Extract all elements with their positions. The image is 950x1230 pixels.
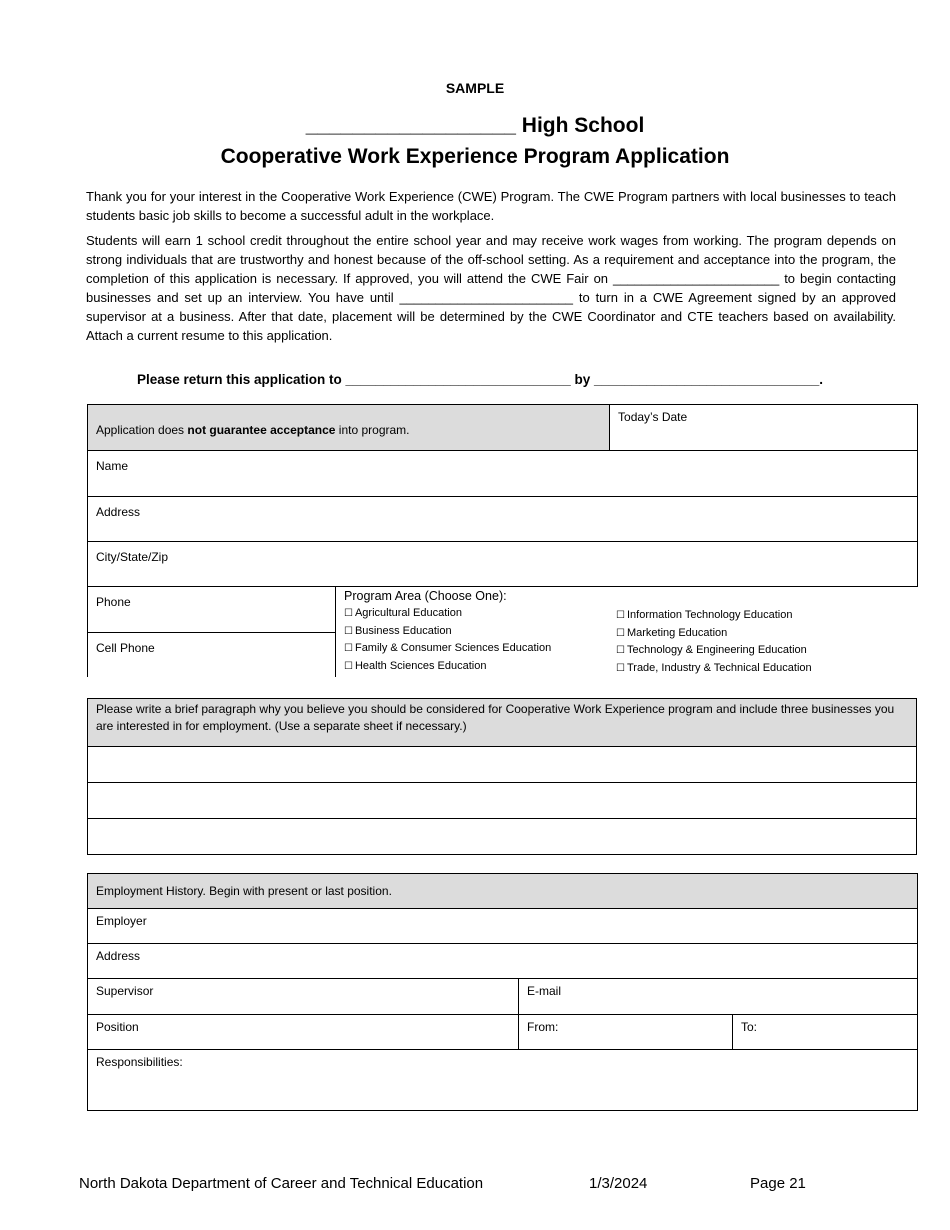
from-label: From: (527, 1020, 559, 1034)
supervisor-label: Supervisor (96, 984, 154, 998)
school-name-line: __________________ High School (305, 114, 645, 137)
to-date-field[interactable] (733, 1015, 918, 1050)
name-field[interactable] (88, 451, 918, 497)
checkbox-icon[interactable]: ☐ (344, 660, 353, 672)
program-area-right-column (616, 607, 888, 677)
essay-line[interactable] (88, 783, 917, 819)
acceptance-notice-bold: not guarantee acceptance (187, 422, 336, 437)
sample-label: SAMPLE (445, 80, 505, 96)
program-option[interactable]: ☐ Health Sciences Education (344, 659, 487, 672)
checkbox-icon[interactable]: ☐ (616, 610, 625, 621)
checkbox-icon[interactable]: ☐ (616, 645, 625, 656)
program-option[interactable]: ☐ Trade, Industry & Technical Education (616, 661, 812, 674)
checkbox-icon[interactable]: ☐ (344, 643, 353, 654)
program-area-group (336, 587, 918, 678)
footer-date: 1/3/2024 (589, 1175, 648, 1192)
email-field[interactable] (519, 979, 918, 1015)
intro-paragraph-1: Thank you for your interest in the Cooperative Work Experience (CWE) Program. The CWE Program partners with local businesses to teach students basic job skills to become a successful adult in the workplace. (86, 189, 896, 223)
program-option[interactable]: ☐ Technology & Engineering Education (616, 644, 807, 656)
todays-date-label: Today’s Date (618, 410, 688, 424)
employer-address-field[interactable] (88, 944, 918, 979)
from-date-field[interactable] (519, 1015, 733, 1050)
position-field[interactable] (88, 1015, 519, 1050)
page-title: Cooperative Work Experience Program Application (220, 145, 730, 168)
cell-phone-field[interactable] (88, 632, 336, 677)
address-field[interactable] (88, 497, 918, 542)
essay-line[interactable] (88, 747, 917, 783)
footer-page-number: Page 21 (750, 1175, 806, 1192)
essay-prompt: Please write a brief paragraph why you believe you should be considered for Cooperative Work Experience program and include three businesses you are interested in for employment. (Use a separate sheet if necessary.) (88, 699, 917, 747)
program-option[interactable]: ☐ Marketing Education (616, 626, 728, 639)
responsibilities-field[interactable] (88, 1050, 918, 1111)
employment-header: Employment History. Begin with present or last position. (88, 874, 918, 909)
checkbox-icon[interactable]: ☐ (616, 627, 625, 639)
program-option[interactable]: ☐ Agricultural Education (344, 607, 462, 619)
cell-phone-label: Cell Phone (96, 640, 155, 655)
name-label: Name (96, 459, 129, 473)
return-instructions: Please return this application to ______________________________ by ______________________________. (137, 372, 824, 387)
applicant-info-table (87, 404, 918, 677)
program-option[interactable]: ☐ Business Education (344, 624, 452, 637)
program-area-title: Program Area (Choose One): (344, 589, 507, 603)
phone-label: Phone (96, 595, 131, 609)
todays-date-field[interactable] (610, 405, 918, 451)
program-option[interactable]: ☐ Information Technology Education (616, 609, 793, 621)
position-label: Position (96, 1020, 139, 1034)
checkbox-icon[interactable]: ☐ (344, 608, 353, 619)
city-state-zip-field[interactable] (88, 542, 918, 587)
employer-address-label: Address (96, 949, 141, 963)
essay-line[interactable] (88, 819, 917, 855)
supervisor-field[interactable] (88, 979, 519, 1015)
checkbox-icon[interactable]: ☐ (616, 662, 625, 674)
employment-history-table (87, 873, 918, 1111)
program-option[interactable]: ☐ Family & Consumer Sciences Education (344, 642, 552, 654)
phone-field[interactable] (88, 587, 336, 633)
to-label: To: (741, 1020, 758, 1034)
checkbox-icon[interactable]: ☐ (344, 625, 353, 637)
email-label: E-mail (527, 984, 562, 998)
essay-table (87, 698, 917, 855)
responsibilities-label: Responsibilities: (96, 1055, 183, 1069)
acceptance-notice: Application does not guarantee acceptance into program. (88, 405, 610, 451)
address-label: Address (96, 505, 141, 519)
program-area-left-column (344, 605, 616, 677)
employer-field[interactable] (88, 909, 918, 944)
city-state-zip-label: City/State/Zip (96, 550, 169, 564)
employer-label: Employer (96, 914, 147, 928)
footer-organization: North Dakota Department of Career and Technical Education (79, 1175, 484, 1192)
intro-paragraph-2: Students will earn 1 school credit throughout the entire school year and may receive work wages from working. The program depends on strong individuals that are trustworthy and honest because of the off-school setting. As a requirement and acceptance into the program, the completion of this application is necessary. If approved, you will attend the CWE Fair on _______________________ to begin contacting businesses and set up an interview. You have until ________________________ to turn in a CWE Agreement signed by an approved supervisor at a business. After that date, placement will be determined by the CWE Coordinator and CTE teachers based on availability. Attach a current resume to this application. (86, 233, 896, 343)
